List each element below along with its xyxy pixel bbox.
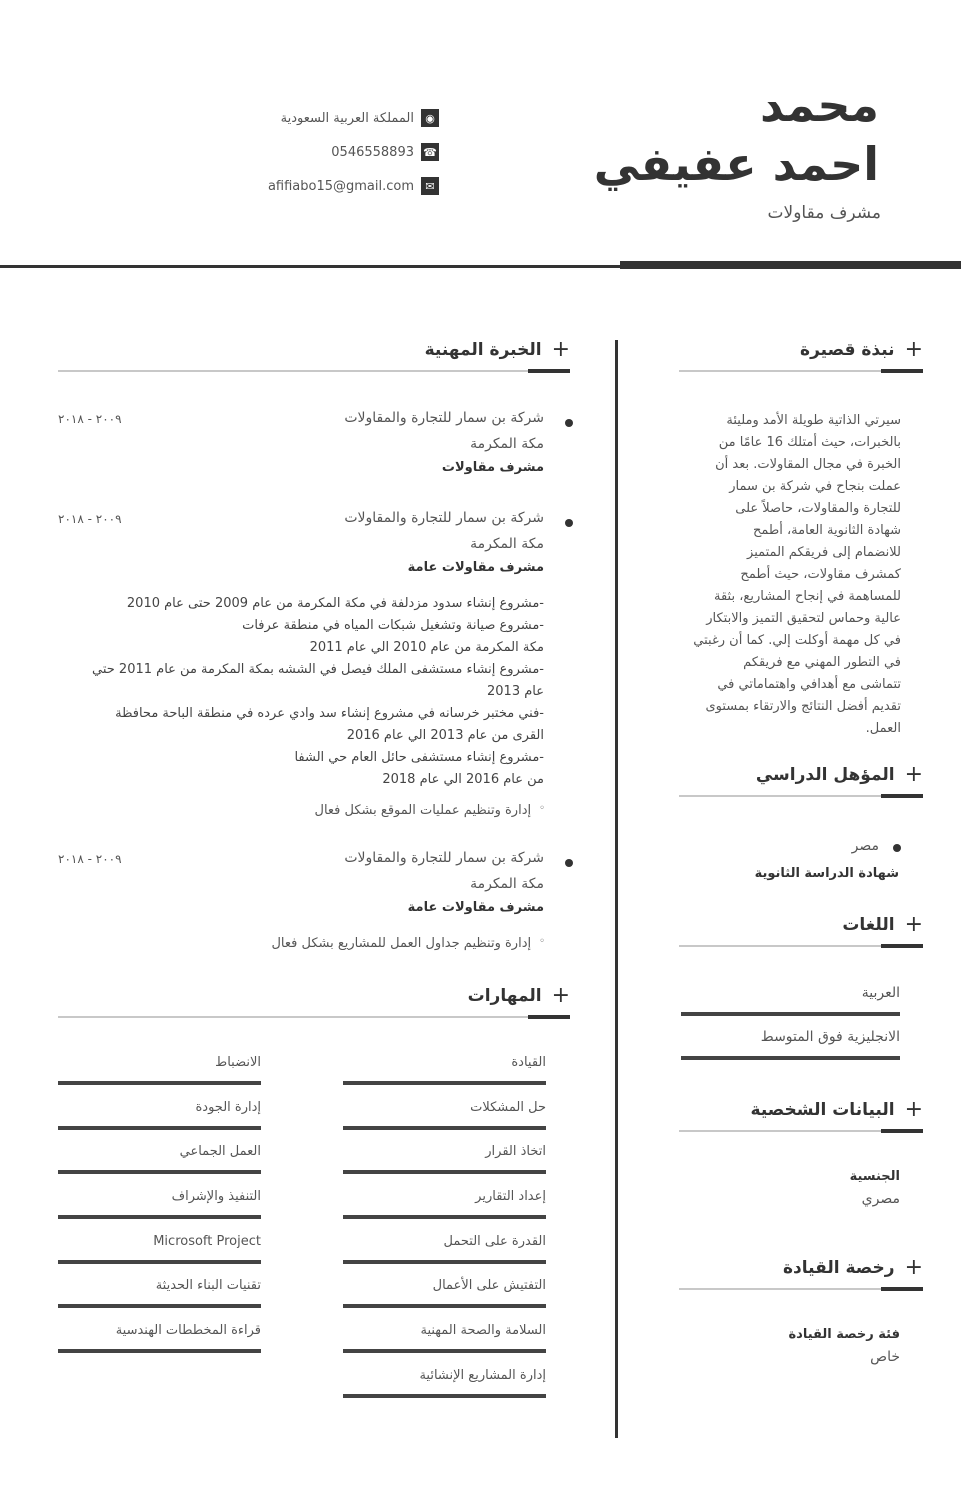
skill-label: اتخاذ القرار [485,1144,546,1159]
summary-line: عالية وحماس لتحقيق التميز والابتكار [706,611,901,626]
skill-item [58,1100,261,1115]
experience-heading: الخبرة المهنية [424,340,542,360]
section-rule-accent [881,1129,923,1133]
section-rule-accent [881,1287,923,1291]
skill-label: إدارة المشاريع الإنشائية [419,1368,546,1383]
location-pin-icon: ◉ [421,109,439,127]
skill-bar [58,1170,261,1174]
section-rule-accent [881,369,923,373]
job-bullet [565,519,573,527]
summary-line: للانضمام إلى فريقكم المتميز [747,545,901,560]
skill-bar [58,1215,261,1219]
column-divider [615,340,618,1438]
plus-icon: + [904,762,923,787]
skill-item [58,1144,261,1159]
candidate-name-last: احمد عفيفي [593,137,879,191]
education-place: مصر [851,838,879,854]
education-degree: شهادة الدراسة الثانوية [754,866,899,881]
education-section-heading [679,763,923,787]
summary-line: كمشرف مقاولات، حيث أطمح [740,567,901,582]
license-section-heading [679,1256,923,1280]
summary-text [679,410,901,740]
summary-line: تقديم أفضل النتائج والارتقاء بمستوى [705,699,901,714]
skill-bar [58,1081,261,1085]
project-line: -مشروع إنشاء سدود مزدلفة في مكة المكرمة من عام 2009 حتى عام 2010 [126,596,544,611]
job-bullet [565,419,573,427]
summary-line: شهادة الثانوية العامة، أطمح [752,523,901,538]
skill-item [343,1189,546,1204]
plus-icon: + [551,337,570,362]
job-task [271,936,545,951]
task-bullet: ◦ [539,936,545,947]
job-date: ٢٠٠٩ - ٢٠١٨ [58,512,122,526]
summary-line: الخبرة في مجال المقاولات. بعد أن [715,457,901,472]
section-rule-accent [528,1015,570,1019]
personal-heading: البيانات الشخصية [750,1100,895,1120]
skill-item [343,1323,546,1338]
job-role: مشرف مقاولات عامة [407,560,544,575]
project-line: -فني مختبر خرسانه في مشروع إنشاء سد وادي عرده في منطقة الباحة محافظة [115,706,544,721]
skill-item [343,1144,546,1159]
license-value: خاص [870,1349,900,1365]
project-line: من عام 2016 الي عام 2018 [382,772,544,787]
contact-location [281,108,439,128]
job-bullet [565,859,573,867]
job-company: شركة بن سمار للتجارة والمقاولات [344,850,544,866]
candidate-name-first: محمد [759,78,879,132]
phone-icon: ☎ [421,143,439,161]
skill-label: تقنيات البناء الحديثة [155,1278,261,1293]
job-city: مكة المكرمة [470,876,544,892]
plus-icon: + [551,983,570,1008]
language-level-bar [681,1056,900,1060]
skill-label: التفتيش على الأعمال [432,1278,546,1293]
skill-bar [343,1081,546,1085]
skill-item [343,1055,546,1070]
summary-line: في كل مهمة أوكلت إلي. كما أن رغبتي [693,633,901,648]
job-city: مكة المكرمة [470,436,544,452]
skill-label: الانضباط [215,1055,261,1070]
job-date: ٢٠٠٩ - ٢٠١٨ [58,852,122,866]
education-heading: المؤهل الدراسي [755,765,895,785]
section-rule [58,370,570,372]
skill-label: القيادة [511,1055,546,1070]
plus-icon: + [904,912,923,937]
language-name: العربية [861,985,900,1001]
skill-bar [343,1349,546,1353]
section-rule-accent [881,794,923,798]
skill-item [58,1323,261,1338]
job-city: مكة المكرمة [470,536,544,552]
job-company: شركة بن سمار للتجارة والمقاولات [344,510,544,526]
skill-label: حل المشكلات [470,1100,546,1115]
skill-bar [343,1304,546,1308]
project-list [58,593,544,791]
header-divider [0,265,620,268]
skill-item [343,1278,546,1293]
summary-line: بالخبرات، حيث أمتلك 16 عامًا من [718,435,901,450]
experience-section-heading [58,338,570,362]
skill-label: Microsoft Project [153,1234,261,1249]
skill-label: قراءة المخططات الهندسية [115,1323,261,1338]
skills-section-heading [58,984,570,1008]
contact-phone-text: 0546558893 [331,144,414,160]
skill-label: السلامة والصحة المهنية [420,1323,546,1338]
skill-item [58,1234,261,1249]
job-title: مشرف مقاولات [767,203,881,223]
contact-email-text[interactable]: afifiabo15@gmail.com [267,178,414,194]
project-line: مكة المكرمة من عام 2010 الي عام 2011 [309,640,544,655]
skill-item [343,1368,546,1383]
summary-line: عملت بنجاح في شركة بن سمار [729,479,901,494]
header-divider-accent [620,261,961,269]
license-heading: رخصة القيادة [783,1258,895,1278]
skill-label: إعداد التقارير [475,1189,546,1204]
skill-bar [343,1126,546,1130]
skill-bar [343,1260,546,1264]
education-bullet [893,844,901,852]
plus-icon: + [904,1097,923,1122]
job-role: مشرف مقاولات [441,460,544,475]
skill-item [343,1100,546,1115]
job-role: مشرف مقاولات عامة [407,900,544,915]
contact-email [268,176,439,196]
language-item [681,1029,900,1045]
skill-label: التنفيذ والإشراف [171,1189,261,1204]
summary-line: للمساهمة في إنجاح المشاريع، بثقة [714,589,901,604]
languages-section-heading [679,913,923,937]
plus-icon: + [904,337,923,362]
skill-bar [58,1126,261,1130]
skill-item [58,1055,261,1070]
contact-location-text: المملكة العربية السعودية [280,110,414,126]
task-text: إدارة وتنظيم جداول العمل للمشاريع بشكل فعال [271,936,532,951]
summary-line: للتجارة والمقاولات، حاصلاً على [735,501,901,516]
project-line: -مشروع صيانة وتشغيل شبكات المياه في منطقة عرفات [242,618,544,633]
skill-item [58,1189,261,1204]
task-text: إدارة وتنظيم عمليات الموقع بشكل فعال [314,803,532,818]
summary-line: سيرتي الذاتية طويلة الأمد ومليئة [726,413,901,428]
summary-heading: نبذة قصيرة [800,340,895,360]
language-name: الانجليزية فوق المتوسط [760,1029,900,1045]
skill-label: إدارة الجودة [195,1100,261,1115]
skill-label: العمل الجماعي [179,1144,261,1159]
project-line: -مشروع إنشاء مستشفى حائل العام حي الشفا [294,750,544,765]
section-rule-accent [528,369,570,373]
project-line: عام 2013 [487,684,544,699]
section-rule-accent [881,944,923,948]
job-company: شركة بن سمار للتجارة والمقاولات [344,410,544,426]
skill-bar [58,1349,261,1353]
summary-section-heading [679,338,923,362]
skill-bar [343,1170,546,1174]
language-level-bar [681,1012,900,1016]
nationality-value: مصري [861,1191,900,1207]
skill-bar [343,1215,546,1219]
skill-label: القدرة على التحمل [443,1234,546,1249]
language-item [681,985,900,1001]
nationality-label: الجنسية [849,1169,900,1184]
skill-bar [343,1394,546,1398]
plus-icon: + [904,1255,923,1280]
skills-heading: المهارات [467,986,542,1006]
job-date: ٢٠٠٩ - ٢٠١٨ [58,412,122,426]
summary-line: تتماشى مع أهدافي واهتماماتي في [717,677,901,692]
languages-heading: اللغات [842,915,895,935]
skill-bar [58,1304,261,1308]
envelope-icon: ✉ [421,177,439,195]
skill-item [343,1234,546,1249]
summary-line: العمل. [865,721,901,736]
project-line: -مشروع إنشاء مستشفى الملك فيصل في الششه بمكة المكرمة من عام 2011 حتي [91,662,544,677]
personal-section-heading [679,1098,923,1122]
task-bullet: ◦ [539,803,545,814]
contact-phone [331,142,439,162]
license-label: فئة رخصة القيادة [788,1327,900,1342]
job-task [315,803,546,818]
skill-item [58,1278,261,1293]
summary-line: في التطور المهني مع فريقكم [743,655,901,670]
section-rule [58,1016,570,1018]
project-line: القرى من عام 2013 الي عام 2016 [346,728,544,743]
skill-bar [58,1260,261,1264]
